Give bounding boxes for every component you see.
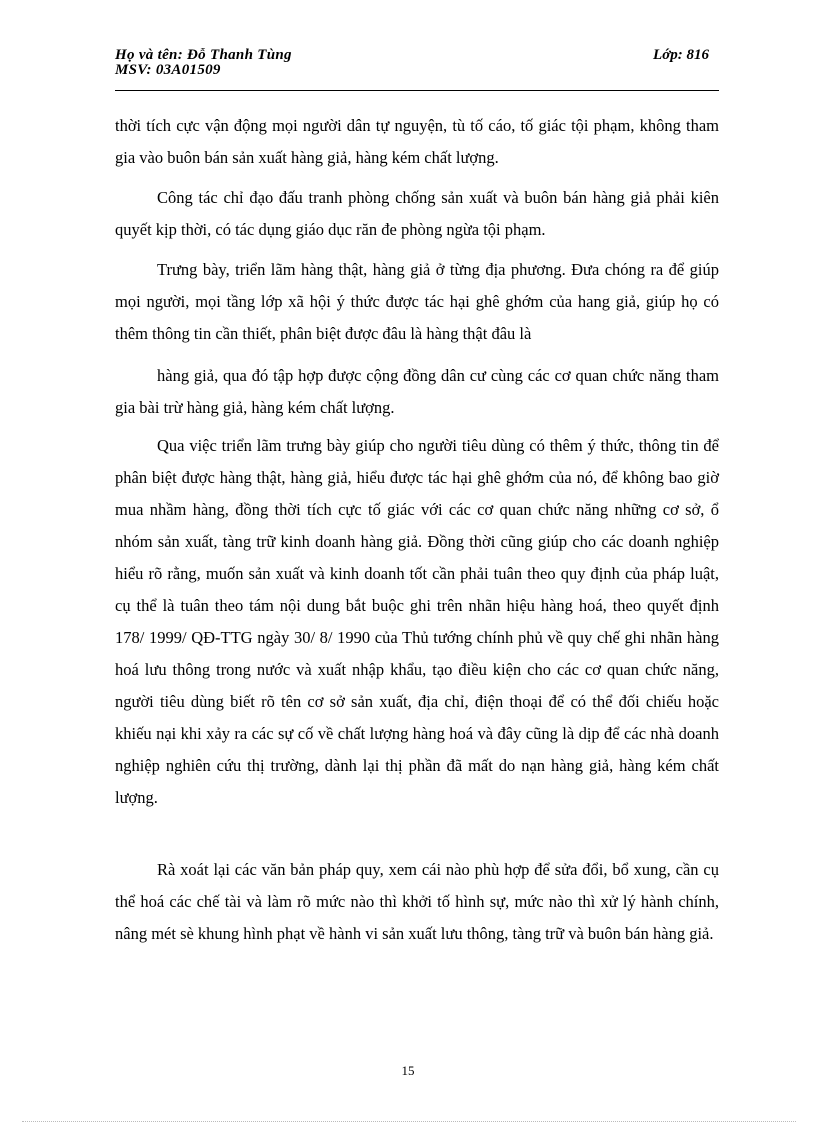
page-header: [115, 44, 719, 91]
class-label: Lớp: 816: [653, 47, 709, 63]
author-name: Họ và tên: Đỗ Thanh Tùng: [115, 47, 292, 63]
paragraph-legal-review: Rà xoát lại các văn bản pháp quy, xem cái nào phù hợp để sửa đổi, bổ xung, cần cụ thể hoá các chế tài và làm rõ mức nào thì khởi tố hình sự, mức nào thì xử lý hành chính, nâng mét sè khung hình phạt về hành vi sản xuất lưu thông, tàng trữ và buôn bán hàng giả.: [115, 860, 719, 943]
page-number: 15: [401, 1063, 415, 1078]
paragraph-exhibition: Trưng bày, triển lãm hàng thật, hàng giả ở từng địa phương. Đưa chóng ra để giúp mọi người, mọi tầng lớp xã hội ý thức được tác hại ghê ghớm của hang giả, giúp họ có thêm thông tin cần thiết, phân biệt được đâu là hàng thật đâu là: [115, 260, 719, 343]
paragraph-consumer-awareness: Qua việc triển lãm trưng bày giúp cho người tiêu dùng có thêm ý thức, thông tin để phân biệt được hàng thật, hàng giả, hiểu được tác hại ghê ghớm của nó, để không bao giờ mua nhầm hàng, đồng thời tích cực tố giác với các cơ quan chức năng những cơ sở, ổ nhóm sản xuất, tàng trữ kinh doanh hàng giả. Đồng thời cũng giúp cho các doanh nghiệp hiểu rõ rằng, muốn sản xuất và kinh doanh tốt cần phải tuân theo quy định của pháp luật, cụ thể là tuân theo tám nội dung bắt buộc ghi trên nhãn hiệu hàng hoá, theo quyết định 178/ 1999/ QĐ-TTG ngày 30/ 8/ 1990 của Thủ tướng chính phủ về quy chế ghi nhãn hàng hoá lưu thông trong nước và xuất nhập khẩu, tạo điều kiện cho các cơ quan chức năng, người tiêu dùng biết rõ tên cơ sở sản xuất, địa chỉ, điện thoại để có thể đối chiếu hoặc khiếu nại khi xảy ra các sự cố về chất lượng hàng hoá và đây cũng là dịp để các nhà doanh nghiệp nghiên cứu thị trường, dành lại thị phần đã mất do nạn hàng giả, hàng kém chất lượng.: [115, 436, 719, 807]
footer-divider: [22, 1121, 796, 1122]
paragraph-continuation: thời tích cực vận động mọi người dân tự nguyện, tù tố cáo, tố giác tội phạm, không tham gia vào buôn bán sản xuất hàng giả, hàng kém chất lượng.: [115, 116, 719, 167]
paragraph-community: hàng giả, qua đó tập hợp được cộng đồng dân cư cùng các cơ quan chức năng tham gia bài trừ hàng giả, hàng kém chất lượng.: [115, 366, 719, 417]
student-id: MSV: 03A01509: [115, 62, 221, 78]
paragraph-direction: Công tác chỉ đạo đấu tranh phòng chống sản xuất và buôn bán hàng giả phải kiên quyết kịp thời, có tác dụng giáo dục răn đe phòng ngừa tội phạm.: [115, 188, 719, 239]
